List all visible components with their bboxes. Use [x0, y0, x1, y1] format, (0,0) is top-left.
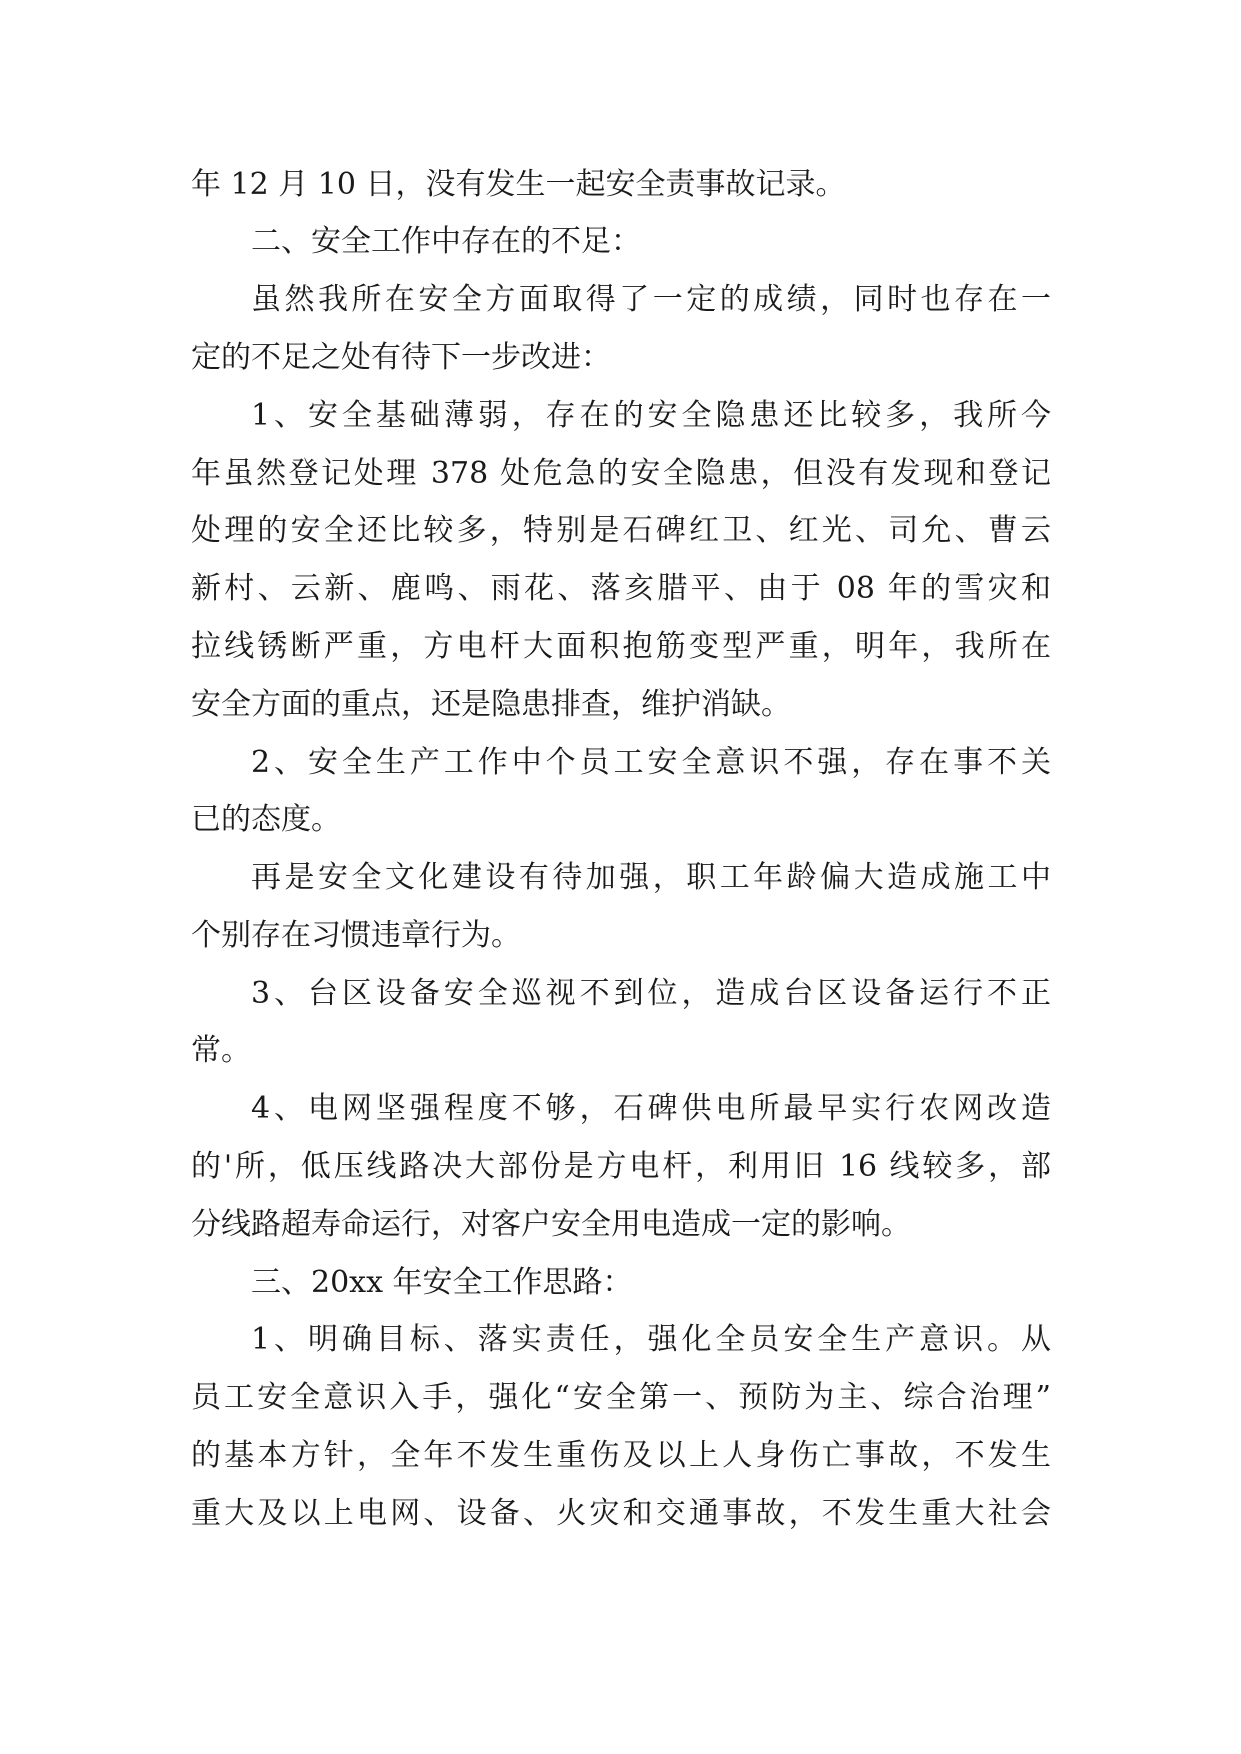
paragraph-line: 1、明确目标、落实责任，强化全员安全生产意识。从 — [251, 1322, 1051, 1357]
paragraph-line: 分线路超寿命运行，对客户安全用电造成一定的影响。 — [191, 1207, 911, 1242]
paragraph-line: 安全方面的重点，还是隐患排查，维护消缺。 — [191, 687, 791, 722]
paragraph-line: 员工安全意识入手，强化“安全第一、预防为主、综合治理” — [191, 1380, 1051, 1415]
paragraph-line: 的'所，低压线路决大部份是方电杆，利用旧 16 线较多，部 — [191, 1149, 1051, 1184]
paragraph-line: 处理的安全还比较多，特别是石碑红卫、红光、司允、曹云 — [191, 513, 1051, 548]
paragraph-line: 的基本方针，全年不发生重伤及以上人身伤亡事故，不发生 — [191, 1438, 1051, 1473]
paragraph-line: 年虽然登记处理 378 处危急的安全隐患，但没有发现和登记 — [191, 456, 1051, 491]
section-heading: 三、20xx 年安全工作思路： — [251, 1265, 633, 1300]
text-line: 年 12 月 10 日，没有发生一起安全责事故记录。 — [191, 167, 846, 202]
paragraph-line: 4、电网坚强程度不够，石碑供电所最早实行农网改造 — [251, 1091, 1051, 1126]
paragraph-line: 新村、云新、鹿鸣、雨花、落亥腊平、由于 08 年的雪灾和 — [191, 571, 1051, 606]
paragraph-line: 个别存在习惯违章行为。 — [191, 918, 521, 953]
paragraph-line: 再是安全文化建设有待加强，职工年龄偏大造成施工中 — [251, 860, 1051, 895]
paragraph-line: 重大及以上电网、设备、火灾和交通事故，不发生重大社会 — [191, 1496, 1051, 1531]
paragraph-line: 已的态度。 — [191, 802, 341, 837]
section-heading: 二、安全工作中存在的不足： — [251, 224, 641, 259]
paragraph-line: 定的不足之处有待下一步改进： — [191, 340, 611, 375]
paragraph-line: 3、台区设备安全巡视不到位，造成台区设备运行不正 — [251, 976, 1051, 1011]
paragraph-line: 常。 — [191, 1033, 251, 1068]
paragraph-line: 拉线锈断严重，方电杆大面积抱筋变型严重，明年，我所在 — [191, 629, 1051, 664]
paragraph-line: 虽然我所在安全方面取得了一定的成绩，同时也存在一 — [251, 282, 1051, 317]
paragraph-line: 2、安全生产工作中个员工安全意识不强，存在事不关 — [251, 745, 1051, 780]
paragraph-line: 1、安全基础薄弱，存在的安全隐患还比较多，我所今 — [251, 398, 1051, 433]
